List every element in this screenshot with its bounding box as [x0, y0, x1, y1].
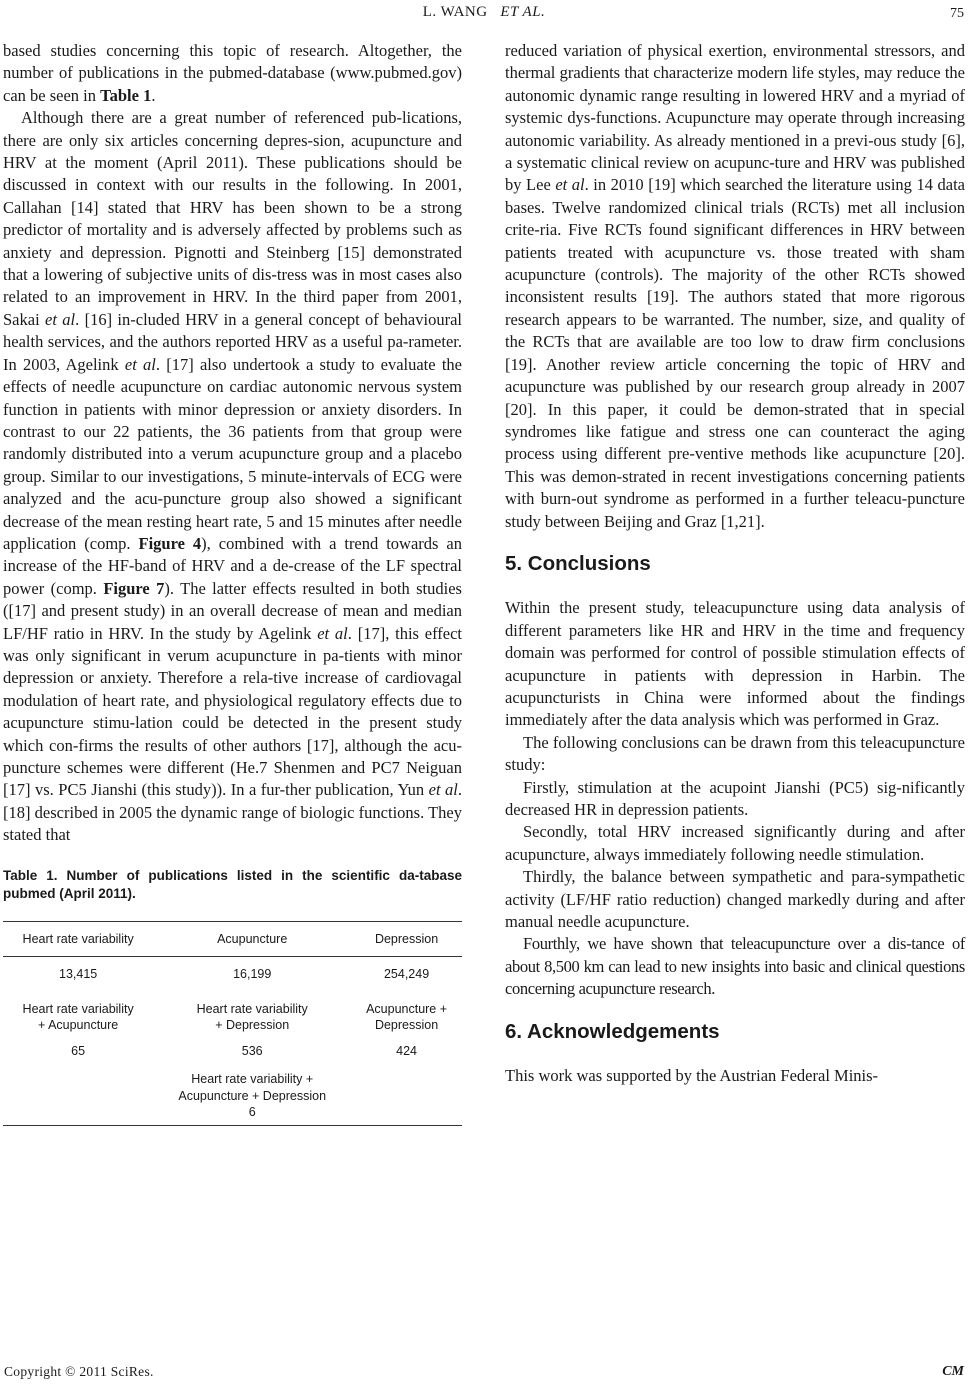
left-column — [3, 40, 462, 1126]
table-row — [3, 957, 462, 987]
table-cell: 13,415 — [59, 967, 98, 982]
table-cell: 254,249 — [383, 967, 430, 982]
conclusions-heading: 5. Conclusions — [505, 551, 651, 575]
table-row — [3, 987, 462, 1038]
conclusion-item: Firstly, stimulation at the acupoint Jianshi (PC5) sig-nificantly decreased HR in depression patients. — [505, 777, 965, 819]
table-header-cell: Heart rate variability — [3, 921, 153, 957]
table-row — [3, 1063, 462, 1125]
table-1-ref: Table 1 — [100, 85, 152, 105]
paragraph-publications-intro: based studies concerning this topic of research. Altogether, the number of publications in the pubmed-database (www.pubmed.gov) can be seen in Table 1. — [3, 41, 462, 105]
right-column — [505, 40, 965, 1087]
table-header-cell: Acupuncture — [153, 921, 351, 957]
table-cell: Heart rate variability + Acupuncture + Depression 6 — [153, 1063, 351, 1125]
conclusion-item: Secondly, total HRV increased significantly during and after acupuncture, always immediately following needle stimulation. — [505, 822, 965, 864]
acknowledgements-heading: 6. Acknowledgements — [505, 1019, 720, 1043]
table-row — [3, 1038, 462, 1064]
conclusion-item: Fourthly, we have shown that teleacupuncture over a dis-tance of about 8,500 km can lead to new insights into basic and clinical questions concerning acupuncture research. — [505, 934, 965, 999]
running-head-etal: ET AL. — [500, 4, 546, 20]
table-cell: Heart rate variability + Acupuncture — [22, 1001, 134, 1033]
acknowledgements-paragraph: This work was supported by the Austrian Federal Minis- — [505, 1066, 879, 1086]
table-caption: Table 1. Number of publications listed in the scientific da-tabase pubmed (April 2011). — [3, 867, 462, 901]
figure-4-ref: Figure 4 — [138, 533, 202, 553]
conclusions-paragraph: The following conclusions can be drawn from this teleacupuncture study: — [505, 732, 965, 775]
publications-table — [3, 921, 462, 1126]
table-cell: 536 — [241, 1043, 263, 1058]
table-cell: 16,199 — [233, 967, 272, 982]
page-number: 75 — [950, 6, 964, 21]
page-header — [0, 2, 968, 24]
paragraph-review: reduced variation of physical exertion, environmental stressors, and thermal gradients that characterize modern life styles, may reduce the autonomic dynamic range resulting in lowered HRV and a myriad of systemic dys-functions. Acupuncture may operate through increasing autonomic variability. As already mentioned in a previ-ous study [6], a systematic clinical review on acupunc-ture and HRV was published by Lee et al. in 2010 [19] which searched the literature using 14 data bases. Twelve randomized clinical trials (RCTs) met all inclusion crite-ria. Five RCTs found significant differences in HRV between patients treated with acupuncture vs. those treated with sham acupuncture (controls). The majority of the other RCTs showed inconsistent results [19]. The authors stated that more rigorous research appears to be warranted. The number, size, and quality of the RCTs that are available are too low to draw firm conclusions [19]. Another review article concerning the topic of HRV and acupuncture was published by our research group already in 2007 [20]. In this paper, it could be demon-strated that in special syndromes like fatigue and stress one can counteract the aging process using different pre-ventive methods like acupuncture [20]. This was demon-strated in recent investigations concerning patients with burn-out syndrome as performed in a further teleacu-puncture study between Beijing and Graz [1,21]. — [505, 41, 965, 531]
conclusions-paragraph: Within the present study, teleacupuncture using data analysis of different parameters like HR and HRV in the time and frequency domain was performed for control of possible stimulation effects of acupuncture in patients with depression in Harbin. The acupuncturists in China were informed about the findings immediately after the data analysis which was performed in Graz. — [505, 598, 965, 730]
table-header-cell: Depression — [351, 921, 462, 957]
table-cell: Heart rate variability + Depression — [196, 1001, 308, 1033]
table-header-row — [3, 921, 462, 957]
table-cell: 424 — [396, 1043, 417, 1058]
page-footer — [0, 1364, 968, 1384]
conclusion-item: Thirdly, the balance between sympathetic and para-sympathetic activity (LF/HF ratio reduction) changed markedly during and after manual needle acupuncture. — [505, 867, 965, 932]
table-cell: 65 — [71, 1043, 86, 1058]
table-cell: Acupuncture + Depression — [366, 1001, 448, 1033]
paragraph-discussion: Although there are a great number of referenced pub-lications, there are only six articles concerning depres-sion, acupuncture and HRV at the moment (April 2011). These publications should be discussed in context with our results in the following. In 2001, Callahan [14] stated that HRV has been shown to be a strong predictor of mortality and is adversely affected by problems such as anxiety and depression. Pignotti and Steinberg [15] demonstrated that a lowering of subjective units of dis-tress was in most cases also related to an improvement in HRV. In the third paper from 2001, Sakai et al. [16] in-cluded HRV in a general concept of behavioural health services, and the authors reported HRV as a useful pa-rameter. In 2003, Agelink et al. [17] also undertook a study to evaluate the effects of needle acupuncture on cardiac autonomic nervous system function in patients with minor depression or anxiety disorders. In contrast to our 22 patients, the 36 patients from that group were randomly distributed into a verum acupuncture group and a placebo group. Similar to our investigations, 5 minute-intervals of ECG were analyzed and the acu-puncture group also showed a significant decrease of the mean resting heart rate, 5 and 15 minutes after needle application (comp. Figure 4), combined with a trend towards an increase of the HF-band of HRV and a de-crease of the LF spectral power (comp. Figure 7). The latter effects resulted in both studies ([17] and present study) in an overall decrease of mean and median LF/HF ratio in HRV. In the study by Agelink et al. [17], this effect was only significant in verum acupuncture in pa-tients with minor depression or anxiety. Therefore a rela-tive increase of cardiovagal modulation of heart rate, and physiological regulatory effects due to acupuncture stimu-lation could be detected in the present study which con-firms the results of other authors [17], although the acu-puncture schemes were different (He.7 Shenmen and PC7 Neiguan [17] vs. PC5 Jianshi (this study)). In a fur-ther publication, Yun et al. [18] described in 2005 the dynamic range of biologic functions. They stated that — [3, 108, 463, 845]
running-head: L. WANG ET AL. — [422, 4, 546, 20]
figure-7-ref: Figure 7 — [103, 578, 165, 598]
copyright-notice: Copyright © 2011 SciRes. — [4, 1364, 154, 1379]
journal-abbreviation: CM — [942, 1364, 964, 1379]
